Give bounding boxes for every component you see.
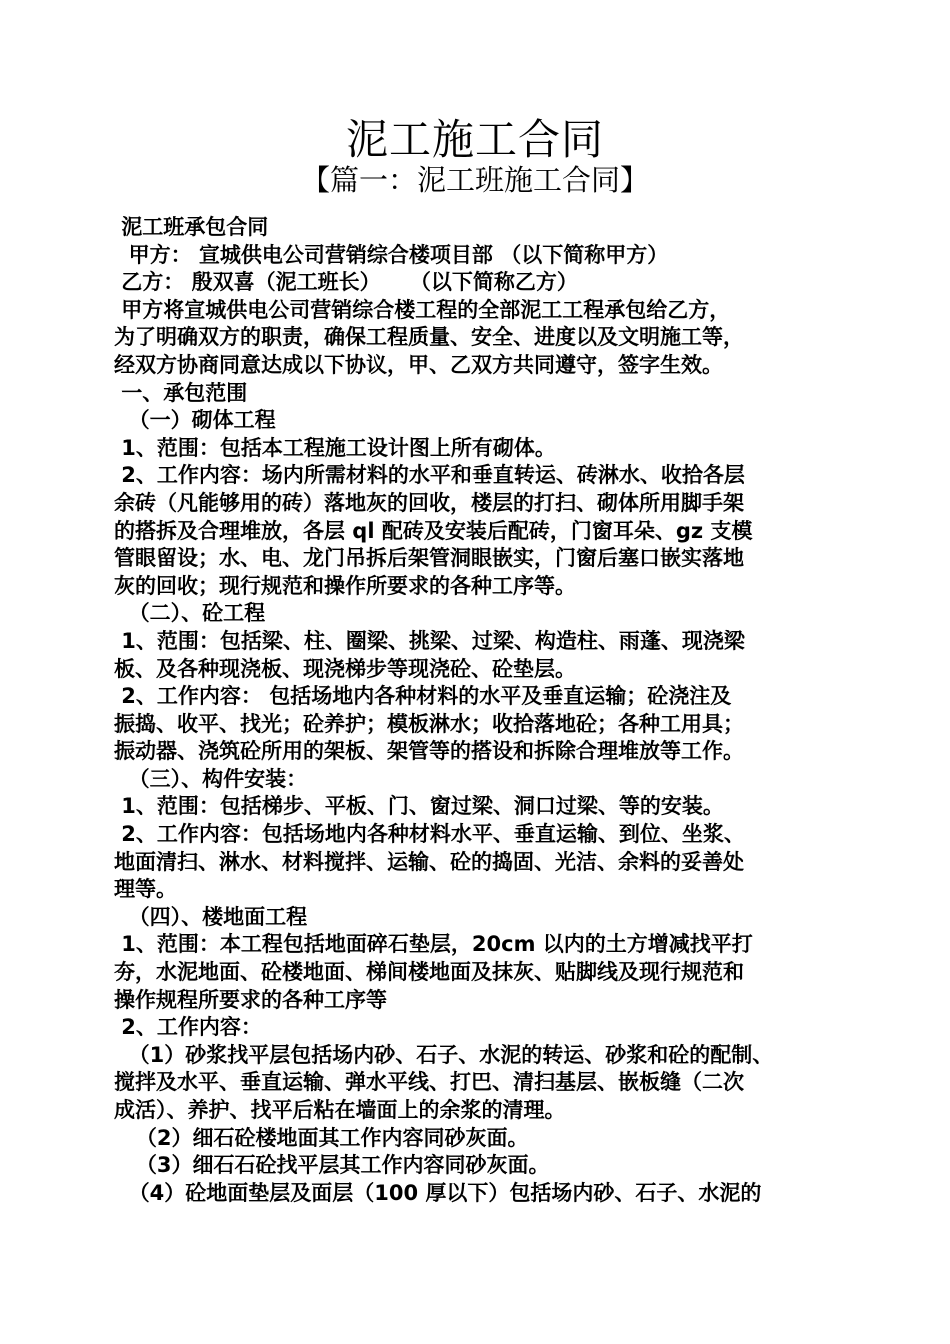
body-line: 2、工作内容：场内所需材料的水平和垂直转运、砖淋水、收拾各层 <box>114 463 745 488</box>
body-line: 1、范围：本工程包括地面碎石垫层，20cm 以内的土方增减找平打 <box>114 932 753 957</box>
body-line: 夯，水泥地面、砼楼地面、梯间楼地面及抹灰、贴脚线及现行规范和 <box>114 960 744 985</box>
body-line: （一）砌体工程 <box>114 408 276 433</box>
body-line: （3）细石石砼找平层其工作内容同砂灰面。 <box>114 1153 550 1178</box>
body-line: 乙方： 殷双喜（泥工班长） （以下简称乙方） <box>114 270 578 295</box>
body-line: 泥工班承包合同 <box>114 215 269 239</box>
body-line: 的搭拆及合理堆放，各层 ql 配砖及安装后配砖，门窗耳朵、gz 支模 <box>114 518 753 543</box>
body-line: 甲方： 宣城供电公司营销综合楼项目部 （以下简称甲方） <box>114 242 669 267</box>
body-line: （4）砼地面垫层及面层（100 厚以下）包括场内砂、石子、水泥的 <box>114 1180 762 1205</box>
body-line: （三）、构件安装： <box>114 766 308 791</box>
body-line: 为了明确双方的职责，确保工程质量、安全、进度以及文明施工等， <box>114 325 744 350</box>
body-line: 余砖（凡能够用的砖）落地灰的回收，楼层的打扫、砌体所用脚手架 <box>114 490 744 515</box>
body-line: 理等。 <box>114 877 177 902</box>
body-line: 管眼留设；水、电、龙门吊拆后架管洞眼嵌实，门窗后塞口嵌实落地 <box>114 546 744 571</box>
body-line: （二）、砼工程 <box>114 601 266 626</box>
body-line: 地面清扫、淋水、材料搅拌、运输、砼的捣固、光洁、余料的妥善处 <box>114 849 744 874</box>
body-line: 1、范围：包括梁、柱、圈梁、挑梁、过梁、构造柱、雨蓬、现浇梁 <box>114 628 745 653</box>
body-line: 1、范围：包括本工程施工设计图上所有砌体。 <box>114 435 556 460</box>
body-line: 操作规程所要求的各种工序等 <box>114 987 387 1012</box>
body-line: 经双方协商同意达成以下协议，甲、乙双方共同遵守，签字生效。 <box>114 352 723 377</box>
body-line: （四）、楼地面工程 <box>114 904 308 929</box>
body-line: （1）砂浆找平层包括场内砂、石子、水泥的转运、砂浆和砼的配制、 <box>114 1042 774 1067</box>
body-line: 振捣、收平、找光；砼养护；模板淋水；收拾落地砼；各种工用具； <box>114 711 744 736</box>
body-line: 振动器、浇筑砼所用的架板、架管等的搭设和拆除合理堆放等工作。 <box>114 739 744 764</box>
body-line: 2、工作内容： <box>114 1015 262 1040</box>
body-line: 一、承包范围 <box>114 380 248 405</box>
document-body <box>114 214 844 1207</box>
body-line: 板、及各种现浇板、现浇梯步等现浇砼、砼垫层。 <box>114 656 576 681</box>
body-line: 甲方将宣城供电公司营销综合楼工程的全部泥工工程承包给乙方， <box>114 297 731 322</box>
body-line: 2、工作内容：包括场地内各种材料水平、垂直运输、到位、坐浆、 <box>114 822 745 847</box>
body-line: 搅拌及水平、垂直运输、弹水平线、打巴、清扫基层、嵌板缝（二次 <box>114 1070 744 1095</box>
body-line: 1、范围：包括梯步、平板、门、窗过梁、洞口过梁、等的安装。 <box>114 794 724 819</box>
document-title: 泥工施工合同 <box>345 115 604 164</box>
body-line: 灰的回收；现行规范和操作所要求的各种工序等。 <box>114 573 576 598</box>
document-subtitle: 【篇一：泥工班施工合同】 <box>300 163 649 197</box>
body-line: 2、工作内容： 包括场地内各种材料的水平及垂直运输；砼浇注及 <box>114 684 732 709</box>
body-line: （2）细石砼楼地面其工作内容同砂灰面。 <box>114 1125 529 1150</box>
body-line: 成活）、养护、找平后粘在墙面上的余浆的清理。 <box>114 1098 566 1122</box>
